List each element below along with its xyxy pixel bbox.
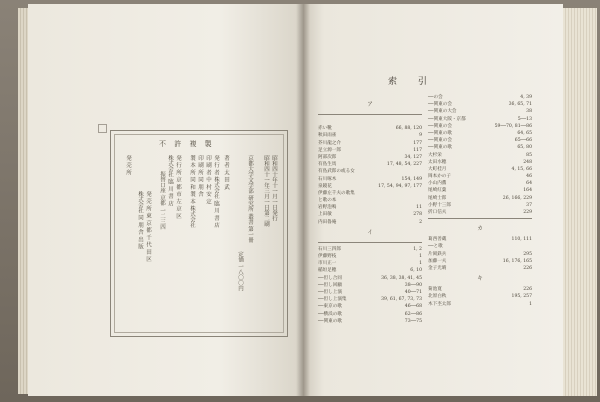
index-page-numbers: 39, 61, 67, 73, 73 [381, 297, 422, 303]
index-page-numbers: 36, 38, 38, 41, 45 [381, 275, 422, 281]
index-term: 伊藤野枝 [318, 254, 337, 259]
index-page-numbers: 59──70, 81──86 [494, 123, 532, 129]
index-page-numbers: 17, 48, 54, 227 [386, 162, 422, 168]
index-entry [428, 116, 532, 123]
index-term: 岩野泡鳴 [318, 205, 337, 211]
index-term: ──関東の会 [428, 102, 452, 108]
index-term: ──関東の歌 [428, 130, 452, 136]
index-page-numbers: 11 [416, 205, 422, 211]
index-entry [318, 296, 422, 303]
index-entry [318, 219, 422, 226]
index-page-numbers: 38 [526, 109, 532, 115]
index-term: ──関東の大会 [428, 109, 457, 115]
index-page-numbers: 110, 111 [511, 237, 532, 243]
index-entry [428, 286, 532, 293]
index-page-numbers: 65──66 [514, 138, 532, 144]
index-page-numbers: 248 [523, 159, 532, 165]
index-entry [428, 265, 532, 272]
index-entry [318, 125, 422, 132]
colophon-line: 印 刷 所 同 朋 舎 [197, 155, 203, 197]
index-entry [428, 251, 532, 258]
colophon-line: 発 行 者 株式会社 臨 川 書 店 [213, 155, 219, 228]
section-heading: ア [367, 102, 373, 108]
index-entry [428, 101, 532, 108]
index-term: 大杉栄 [428, 152, 442, 158]
index-entry [428, 209, 532, 216]
index-page-numbers: 4, 15, 66 [511, 166, 532, 172]
index-term: 石川三四郎 [318, 246, 341, 252]
index-entry [428, 293, 532, 300]
index-column-2 [428, 94, 532, 308]
index-term: 足立源一郎 [318, 147, 341, 153]
index-term: ──関東の会 [428, 123, 452, 129]
index-page-numbers: 38──90 [404, 282, 422, 288]
index-entry [428, 258, 532, 265]
colophon-line: 株式会社 臨 川 書 店 [167, 155, 173, 206]
index-term: と歌の本 [318, 198, 337, 204]
index-entry [318, 168, 422, 175]
index-term: 有島武郎の或る女 [318, 169, 355, 175]
index-entry [318, 132, 422, 139]
index-term: 尾崎士郎 [428, 195, 447, 201]
index-entry [318, 282, 422, 289]
index-entry [428, 173, 532, 180]
index-column-1 [318, 98, 422, 325]
index-term: 菊池寛 [428, 287, 442, 293]
index-term: 市川正一 [318, 261, 337, 267]
small-square-mark [98, 124, 107, 133]
book-gutter [296, 4, 310, 396]
index-entry [428, 152, 532, 159]
index-entry [428, 166, 532, 173]
index-entry [318, 118, 422, 125]
colophon-line: 昭和四十年十一月一日発行 [271, 155, 277, 221]
section-rule [428, 218, 532, 219]
index-entry [428, 137, 532, 144]
colophon-line: 著 者 太 田 武 [223, 155, 229, 190]
index-term: 上田敏 [318, 212, 332, 218]
index-term: 片岡鉄兵 [428, 251, 447, 257]
index-page-numbers: 62──86 [404, 311, 422, 317]
index-page-numbers: 16, 176, 165 [502, 258, 532, 264]
colophon-line: 振替口座 京都 一二三四 [159, 171, 165, 230]
index-entry [318, 161, 422, 168]
index-entry [318, 204, 422, 211]
index-term: ──関東の会 [428, 138, 452, 144]
index-page-numbers: 73──75 [404, 318, 422, 324]
index-page-numbers: 117 [413, 147, 422, 153]
index-entry [318, 275, 422, 282]
index-page-numbers: 66, 88, 120 [395, 126, 422, 132]
index-page-numbers: 1, 2 [413, 246, 422, 252]
right-page-edges [563, 8, 597, 396]
index-page-numbers: 295 [523, 251, 532, 257]
colophon-line: 製 本 所 同 和 製 本 株式会社 [189, 155, 195, 228]
index-entry [318, 183, 422, 190]
index-page-numbers: 2 [419, 219, 422, 225]
index-page-numbers: 36, 65, 71 [508, 102, 532, 108]
index-title: 索 引 [388, 77, 436, 87]
index-term: 赤い靴 [318, 126, 332, 132]
index-entry [318, 318, 422, 325]
index-term: ──関東大阪・京都 [428, 116, 466, 122]
section-rule [318, 114, 422, 115]
left-page-edges [18, 8, 28, 394]
index-term: 泉鏡花 [318, 183, 332, 189]
index-term: 尾崎紅葉 [428, 188, 447, 194]
index-page-numbers: 226 [523, 287, 532, 293]
index-page-numbers: 37 [526, 202, 532, 208]
index-term: 有島生馬 [318, 162, 337, 168]
index-entry [318, 246, 422, 253]
index-term: ──但し回顧 [318, 282, 342, 288]
colophon-box [110, 130, 288, 337]
index-entry [428, 195, 532, 202]
index-entry [318, 154, 422, 161]
index-term: 石川啄木 [318, 176, 337, 182]
index-term: 稲垣足穂 [318, 268, 337, 274]
index-entry [318, 289, 422, 296]
colophon-line: 発 行 所 京 都 市 左 京 区 [175, 155, 181, 219]
colophon-title: 不 許 複 製 [159, 140, 215, 148]
index-page-numbers: 64 [526, 181, 532, 187]
index-page-numbers: 64, 65 [517, 130, 532, 136]
index-entry [428, 301, 532, 308]
index-term: 岡本かの子 [428, 174, 451, 180]
index-page-numbers: 40──71 [404, 289, 422, 295]
section-heading: イ [367, 229, 373, 236]
index-page-numbers: 195, 257 [511, 294, 532, 300]
index-page-numbers: 4, 39 [520, 95, 532, 100]
index-term: ──但し上演集 [318, 297, 347, 303]
index-page-numbers: 65, 80 [517, 145, 532, 151]
index-term: ──但し合同 [318, 275, 342, 281]
index-entry [318, 197, 422, 204]
index-page-numbers: 17, 54, 94, 97, 177 [378, 183, 422, 189]
index-entry [428, 159, 532, 166]
index-entry [428, 94, 532, 101]
colophon-line: 印 刷 者 中 村 安 定 [205, 155, 211, 204]
index-entry [318, 211, 422, 218]
index-term: 木下杢太郎 [428, 301, 451, 307]
index-entry [318, 190, 422, 197]
index-term: ──東京の歌 [318, 304, 342, 310]
index-page-numbers: 46──68 [404, 304, 422, 310]
index-entry [318, 253, 422, 260]
index-term: 内田魯庵 [318, 219, 337, 225]
index-entry [318, 176, 422, 183]
index-page-numbers: 278 [413, 212, 422, 218]
colophon-line: 昭和四十一年三月一日第二刷 [263, 155, 269, 227]
section-heading: カ [477, 226, 483, 233]
index-page-numbers: 85 [526, 152, 532, 158]
index-entry [428, 187, 532, 194]
index-entry [428, 144, 532, 151]
index-entry [318, 267, 422, 274]
index-term: 秋田雨雀 [318, 133, 337, 139]
index-term: ──と歌 [428, 244, 443, 250]
index-term: ──関東の歌 [428, 145, 452, 151]
index-entry [318, 140, 422, 147]
index-page-numbers: 6, 10 [410, 268, 422, 274]
section-rule [318, 242, 422, 243]
index-entry [428, 130, 532, 137]
index-term: ──の会 [428, 95, 443, 100]
section-heading: キ [477, 276, 483, 283]
index-page-numbers: 1 [529, 301, 532, 307]
index-term: 阿部次郎 [318, 154, 337, 160]
index-term: ──横浜の歌 [318, 311, 342, 317]
colophon-line: 京都大学文学部 研究所 叢書 第一冊 [247, 155, 253, 243]
index-term: 大町桂月 [428, 166, 447, 172]
index-term: 折口信夫 [428, 210, 447, 215]
index-page-numbers: 164 [523, 188, 532, 194]
index-page-numbers: 154, 149 [401, 176, 422, 182]
index-term: 葛西善蔵 [428, 237, 447, 243]
index-entry [428, 236, 532, 243]
index-term: 小山内薫 [428, 181, 447, 187]
index-entry [318, 311, 422, 318]
index-term: 金子光晴 [428, 265, 447, 271]
index-term: 北原白秋 [428, 294, 447, 300]
colophon-line: 定価 一八〇〇円 [237, 251, 243, 292]
index-page-numbers: 26, 166, 229 [502, 195, 532, 201]
index-page-numbers: 1 [419, 254, 422, 259]
index-page-numbers: 177 [413, 140, 422, 146]
index-term: 太田水穂 [428, 159, 447, 165]
index-entry [318, 147, 422, 154]
index-page-numbers: 229 [523, 210, 532, 215]
index-entry [428, 243, 532, 250]
index-page-numbers: 1 [419, 261, 422, 267]
index-term: ──関東の歌 [318, 318, 342, 324]
index-entry [428, 202, 532, 209]
index-entry [428, 180, 532, 187]
colophon-line: 発 売 所 [125, 155, 131, 175]
index-entry [318, 260, 422, 267]
colophon-line: 株式会社 同 朋 舎 出 版 [137, 191, 143, 250]
index-term: ──但し上演 [318, 289, 342, 295]
colophon-line: 発 売 所 東 京 都 千 代 田 区 [145, 191, 151, 262]
index-entry [318, 303, 422, 310]
index-page-numbers: 5──13 [517, 116, 532, 122]
index-page-numbers: 226 [523, 265, 532, 271]
index-page-numbers: 46 [526, 174, 532, 180]
index-term: 加藤一夫 [428, 258, 447, 264]
index-page-numbers: 9 [419, 133, 422, 139]
index-term: 芥川龍之介 [318, 140, 341, 146]
index-term: 小野十三郎 [428, 202, 451, 208]
index-entry [428, 108, 532, 115]
index-term: 伊藤左千夫の歌集 [318, 190, 355, 196]
index-page-numbers: 34, 127 [404, 154, 422, 160]
index-entry [428, 123, 532, 130]
